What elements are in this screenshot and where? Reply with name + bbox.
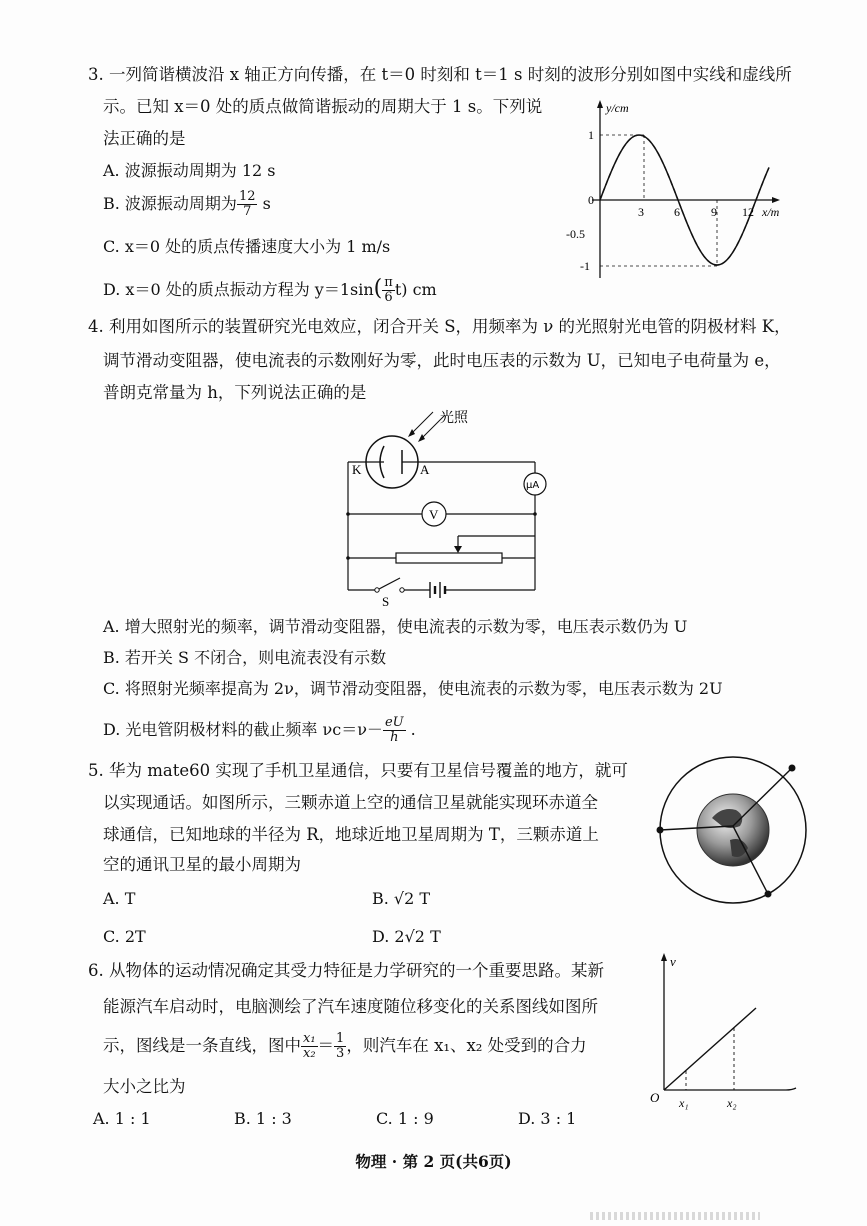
q3-xlabel: x/m (762, 205, 780, 219)
q3-xtick-6: 6 (674, 205, 680, 219)
q4-option-c: C. 将照射光频率提高为 2ν，调节滑动变阻器，使电流表的示数为零，电压表示数为 2U (103, 679, 723, 698)
q3-xtick-9: 9 (711, 205, 717, 219)
q3-option-a: A. 波源振动周期为 12 s (103, 161, 276, 180)
scan-artifact (590, 1212, 760, 1220)
anode-label: A (420, 462, 430, 477)
q5-stem-line2: 以实现通话。如图所示，三颗赤道上空的通信卫星就能实现环赤道全 (103, 793, 598, 812)
q6-stem-line4: 大小之比为 (103, 1077, 186, 1096)
q5-stem-line4: 空的通讯卫星的最小周期为 (103, 855, 301, 874)
page-footer: 物理 · 第 2 页(共6页) (355, 1152, 512, 1171)
q3-ytick-0: 0 (588, 193, 594, 207)
q6-x2-label: x₂ (727, 1096, 737, 1110)
switch-label: S (382, 594, 390, 609)
q3-ytick-neg1: -1 (580, 259, 590, 273)
q4-circuit-diagram (330, 400, 560, 610)
q3-ylabel: y/cm (606, 101, 629, 115)
q6-stem-line2: 能源汽车启动时，电脑测绘了汽车速度随位移变化的关系图线如图所 (103, 997, 598, 1016)
light-label: 光照 (440, 410, 468, 426)
q5-stem-line1: 5. 华为 mate60 实现了手机卫星通信，只要有卫星信号覆盖的地方，就可 (88, 761, 628, 780)
q3-option-d: D. x＝0 处的质点振动方程为 y＝1sin( $\frac{\pi}{6}$ t) cm (103, 275, 437, 305)
q6-option-a: A. 1 : 1 (93, 1109, 151, 1128)
q6-option-d: D. 3 : 1 (518, 1109, 577, 1128)
q4-stem-line3: 普朗克常量为 h，下列说法正确的是 (103, 383, 367, 402)
q4-stem-line2: 调节滑动变阻器，使电流表的示数刚好为零，此时电压表的示数为 U，已知电子电荷量为 e， (103, 351, 781, 370)
q6-velocity-displacement-graph (646, 950, 806, 1120)
q3-xtick-12: 12 (742, 205, 754, 219)
q4-stem-line1: 4. 利用如图所示的装置研究光电效应，闭合开关 S，用频率为 ν 的光照射光电管的阴极材料 K， (88, 317, 791, 336)
voltmeter-label: V (429, 507, 439, 522)
q6-ylabel: v (670, 954, 676, 969)
satellite-3 (765, 891, 772, 898)
q6-stem-line1: 6. 从物体的运动情况确定其受力特征是力学研究的一个重要思路。某新 (88, 961, 604, 980)
q6-option-b: B. 1 : 3 (234, 1109, 292, 1128)
q6-origin: O (650, 1090, 660, 1105)
q6-option-c: C. 1 : 9 (376, 1109, 434, 1128)
q4-option-d: D. 光电管阴极材料的截止频率 νc＝ν－ $\frac{eU}{h}$ . (103, 715, 416, 745)
ammeter-label: μA (526, 480, 540, 491)
q5-option-c: C. 2T (103, 927, 146, 946)
q3-stem-line3: 法正确的是 (103, 129, 186, 148)
q3-option-b: B. 波源振动周期为 $\frac{12}{7}$ s (103, 189, 271, 219)
q4-option-a: A. 增大照射光的频率，调节滑动变阻器，使电流表的示数为零，电压表示数仍为 U (103, 617, 688, 636)
q5-option-d: D. 2√2 T (372, 927, 441, 946)
q3-wave-graph (566, 98, 790, 288)
q3-option-c: C. x＝0 处的质点传播速度大小为 1 m/s (103, 237, 391, 256)
q3-stem-line2: 示。已知 x＝0 处的质点做简谐振动的周期大于 1 s。下列说 (103, 97, 543, 116)
q3-xtick-3: 3 (638, 205, 644, 219)
q5-option-b: B. √2 T (372, 889, 431, 908)
q3-ytick-neg05: -0.5 (566, 227, 585, 241)
q5-option-a: A. T (103, 889, 136, 908)
q6-x1-label: x₁ (679, 1096, 689, 1110)
q5-stem-line3: 球通信，已知地球的半径为 R，地球近地卫星周期为 T，三颗赤道上 (103, 825, 599, 844)
q5-satellite-diagram (650, 760, 810, 910)
q3-stem-line1: 3. 一列简谐横波沿 x 轴正方向传播，在 t＝0 时刻和 t＝1 s 时刻的波形分别如图中实线和虚线所 (88, 65, 792, 84)
satellite-1 (657, 827, 664, 834)
q4-option-b: B. 若开关 S 不闭合，则电流表没有示数 (103, 648, 387, 667)
q6-stem-line3: 示，图线是一条直线，图中 $\frac{\text{x₁}}{\text{x₂}}$ ＝ $\frac{1}{3}$ ，则汽车在 x₁、x₂ 处受到的合力 (103, 1031, 587, 1061)
q3-ytick-1: 1 (588, 128, 594, 142)
satellite-2 (789, 765, 796, 772)
cathode-label: K (352, 462, 362, 477)
